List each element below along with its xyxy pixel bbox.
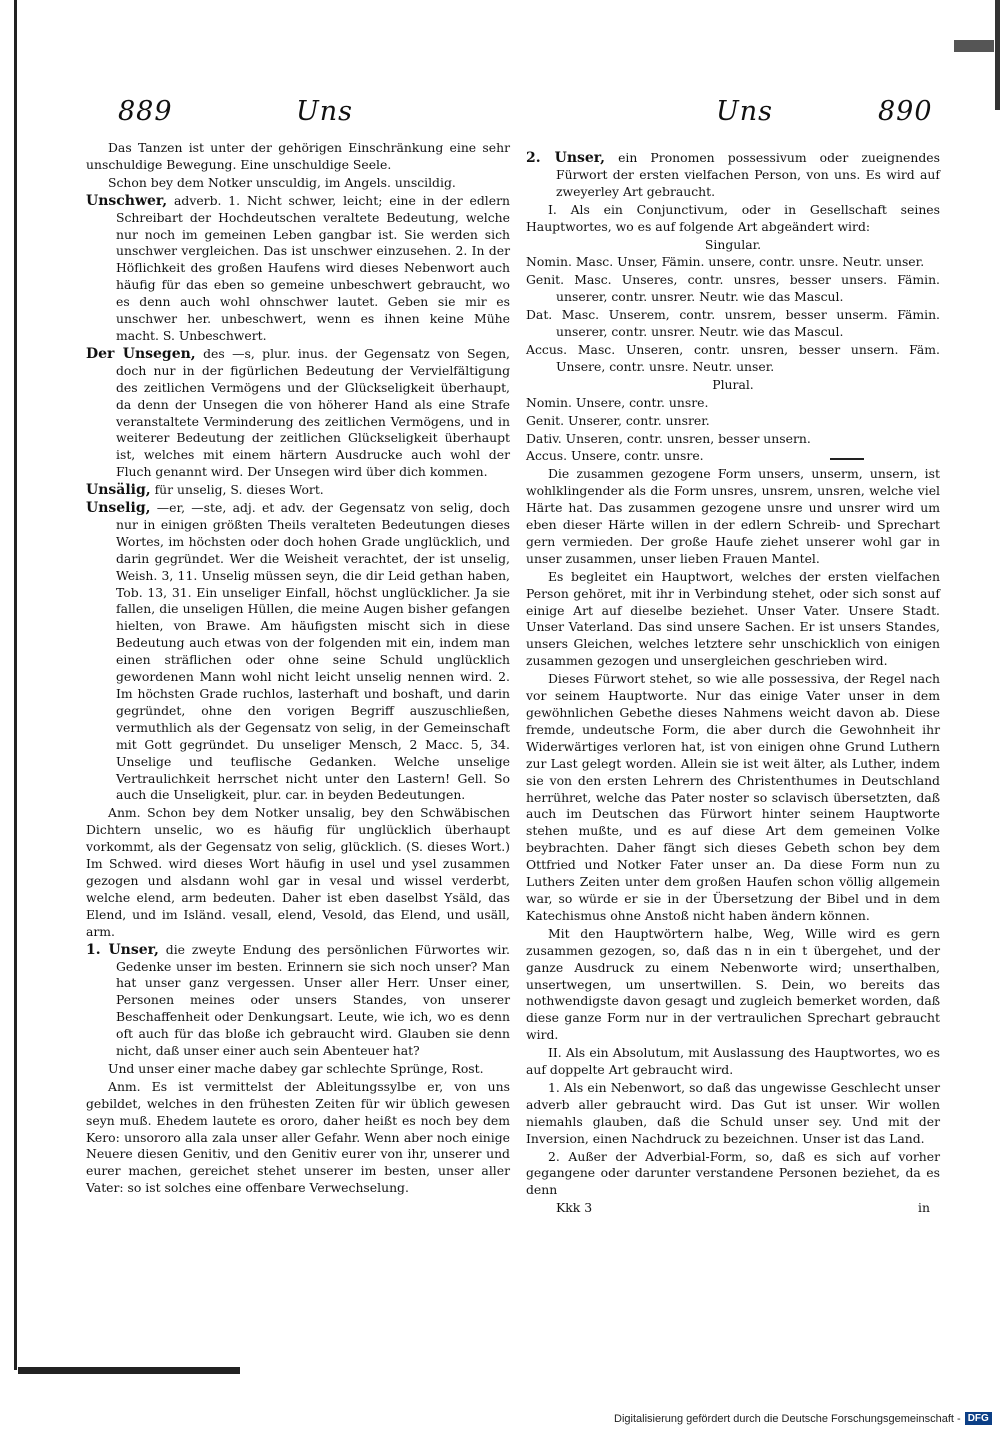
- entry-text: die zweyte Endung des persönlichen Fürwortes wir. Gedenke unser im besten. Erinnern sie sich noch unser? Man hat unser ganz vergessen. Unser aller Herr. Unser einer, Personen meines oder unsers Standes, von unserer Beschaffenheit oder Denkungsart. Leute, wie ich, wo es denn oft auch für das bloße ich gebraucht wird. Glauben sie denn nicht, daß unser einer auch sein Abenteuer hat?: [116, 941, 510, 1059]
- paragraph: Dieses Fürwort stehet, so wie alle possessiva, der Regel nach vor seinem Hauptworte. Nur das einige Vater unser in dem gewöhnlichen Gebethe dieses Nahmens weicht davon ab. Diese fremde, undeutsche Form, die aber durch die Gewohnheit ihr Widerwärtiges verloren hat, ist von einigen ohne Grund Luthern zur Last gelegt worden. Allein sie ist weit älter, als Luther, indem sie von den ersten Lehrern des Christenthumes in Deutschland herrühret, welche das Pater noster so sclavisch übersetzten, daß auch im Deutschen das Fürwort hinter seinem Hauptworte stehen mußte, und es auf diese Art dem gemeinen Volke beybrachten. Daher fängt sich dieses Gebeth schon bey dem Ottfried und Notker Fater unser an. Da diese Form nun zu Luthers Zeiten unter dem großen Haufen schon völlig allgemein war, so würde er sie in der Übersetzung der Bibel und in dem Katechismus ohne Anstoß nicht haben ändern können.: [526, 671, 940, 923]
- credit-text: Digitalisierung gefördert durch die Deutsche Forschungsgemeinschaft -: [614, 1412, 961, 1425]
- pen-stroke: [830, 458, 864, 460]
- paragraph: Das Tanzen ist unter der gehörigen Einschränkung eine sehr unschuldige Bewegung. Eine unschuldige Seele.: [86, 140, 510, 172]
- dfg-logo: DFG: [965, 1412, 992, 1425]
- entry-unschwer: [86, 193, 510, 345]
- binding-edge: [14, 0, 17, 1370]
- headword: 1. Unser,: [86, 941, 159, 958]
- right-running-head: Uns: [716, 96, 773, 127]
- right-column: [526, 150, 940, 1217]
- entry-unselig: [86, 500, 510, 804]
- left-running-head: Uns: [296, 96, 353, 127]
- left-column: [86, 140, 510, 1198]
- headword: Unsälig,: [86, 482, 151, 499]
- declension-row: Accus. Unsere, contr. unsre.: [526, 448, 704, 464]
- scan-edge-mark: [940, 0, 1000, 110]
- scan-edge-bar: [18, 1367, 240, 1374]
- catchword: in: [918, 1200, 930, 1216]
- entry-unser-1: [86, 942, 510, 1060]
- paragraph: 1. Als ein Nebenwort, so daß das ungewisse Geschlecht unser adverb aller gebraucht wird. Das Gut ist unser. Wir wollen niemahls glauben, daß die Schuld unser sey. Und mit der Inversion, einen Nachdruck zu bezeichnen. Unser ist das Land.: [526, 1079, 940, 1146]
- section-heading: II. Als ein Absolutum, mit Auslassung des Hauptwortes, wo es auf doppelte Art gebraucht wird.: [526, 1045, 940, 1078]
- entry-unsegen: [86, 346, 510, 481]
- footer-credit: [614, 1412, 992, 1425]
- entry-text: adverb. 1. Nicht schwer, leicht; eine in der edlern Schreibart der Hochdeutschen veraltete Bedeutung, welche nur noch im gemeinen Leben gangbar ist. Sie werden sich unschwer vergleichen. Das ist unschwer einzusehen. 2. In der Höflichkeit des großen Haufens wird dieses Nebenwort auch häufig für das eben so gemeine unbeschwert gebraucht, wo es denn auch wohl ohnschwer lautet. Geben sie mir es unschwer her. unbeschwert, wenn es ihnen keine Mühe macht. S. Unbeschwert.: [116, 192, 510, 343]
- left-page-number: 889: [118, 96, 173, 127]
- section-heading: I. Als ein Conjunctivum, oder in Gesellschaft seines Hauptwortes, wo es auf folgende Art abgeändert wird:: [526, 201, 940, 234]
- declension-row: Dativ. Unseren, contr. unsren, besser unsern.: [526, 430, 811, 446]
- signature-mark: Kkk 3: [556, 1200, 593, 1216]
- headword: Unselig,: [86, 500, 151, 517]
- headword: Unschwer,: [86, 192, 168, 209]
- right-page-number: 890: [878, 96, 933, 127]
- plural-label: Plural.: [712, 376, 754, 392]
- entry-text: —er, —ste, adj. et adv. der Gegensatz von selig, doch nur in einigen größten Theils veralteten Bedeutungen dieses Wortes, im höchsten oder doch hohen Grade unglücklich, und darin gegründet. Wer die Weisheit verachtet, der ist unselig, Weish. 3, 11. Unselig müssen seyn, die dir Leid gethan haben, Tob. 13, 31. Ein unseliger Einfall, höchst unglücklicher. Ja sie fallen, die unseligen Hüllen, die meine Augen bisher gefangen hielten, von Brawe. Am häufigsten mischt sich in diese Bedeutung auch etwas von der folgenden mit ein, indem man einen sträflichen oder ohne seine Schuld unglücklich gewordenen Mann wohl nicht leicht unselig nennen wird. 2. Im höchsten Grade ruchlos, lasterhaft und boshaft, und darin gegründet, ohne den vorigen Begriff auszuschließen, vermuthlich als der Gegensatz von selig, in der Gemeinschaft mit Gott gegründet. Du unseliger Mensch, 2 Macc. 5, 34. Unselige und teuflische Gedanken. Welche unselige Vertraulichkeit herrschet nicht unter den Lastern! Gell. So auch die Unseligkeit, plur. car. in beyden Bedeutungen.: [116, 500, 510, 803]
- headword: Der Unsegen,: [86, 345, 196, 362]
- entry-unser-2: [526, 150, 940, 201]
- declension-row: Genit. Masc. Unseres, contr. unsres, besser unsers. Fämin. unserer, contr. unsrer. Neutr. wie das Mascul.: [526, 272, 940, 305]
- declension-row: Nomin. Masc. Unser, Fämin. unsere, contr. unsre. Neutr. unser.: [526, 254, 925, 270]
- entry-text: ein Pronomen possessivum oder zueignendes Fürwort der ersten vielfachen Person, von uns. Es wird auf zweyerley Art gebraucht.: [556, 150, 940, 199]
- paragraph: Die zusammen gezogene Form unsers, unserm, unsern, ist wohlklingender als die Form unsres, unsrem, unsren, welche viel Härte hat. Das zusammen gezogene unsre und unsrer wird um eben dieser Härte willen in der edlern Schreib- und Sprechart gern vermieden. Der große Haufe ziehet unserer wohl gar in unser zusammen, unser lieben Frauen Mantel.: [526, 466, 940, 566]
- quotation: Und unser einer mache dabey gar schlechte Sprünge, Rost.: [108, 1060, 484, 1076]
- annotation: Anm. Schon bey dem Notker unsalig, bey den Schwäbischen Dichtern unselic, wo es häufig für unglücklich überhaupt vorkommt, als der Gegensatz von selig, glücklich. (S. dieses Wort.) Im Schwed. wird dieses Wort häufig in usel und ysel zusammen gezogen und alsdann wohl gar in vesal und wissel verderbt, welche elend, arm bedeuten. Daher ist eben daselbst Ysäld, das Elend, und im Isländ. vesall, elend, Vesold, das Elend, und usäll, arm.: [86, 805, 510, 939]
- declension-row: Genit. Unserer, contr. unsrer.: [526, 412, 710, 428]
- entry-unsaelig: [86, 482, 510, 499]
- headword: 2. Unser,: [526, 150, 606, 166]
- declension-row: Accus. Masc. Unseren, contr. unsren, besser unsern. Fäm. Unsere, contr. unsre. Neutr. unser.: [526, 341, 940, 374]
- paragraph: Schon bey dem Notker unsculdig, im Angels. unscildig.: [108, 174, 456, 190]
- paragraph: Mit den Hauptwörtern halbe, Weg, Wille wird es gern zusammen gezogen, so, daß das n in ein t übergehet, und der ganze Ausdruck zu einem Nebenworte wird; unserthalben, unsertwegen, um unsertwillen. S. Dein, wo bereits das nothwendigste davon gesagt und zugleich bemerket worden, daß diese ganze Form nur in der vertraulichen Sprechart gebraucht wird.: [526, 925, 940, 1043]
- paragraph: Es begleitet ein Hauptwort, welches der ersten vielfachen Person gehöret, mit ihr in Verbindung stehet, oder sich sonst auf einige Art auf dieselbe beziehet. Unser Vater. Unsere Stadt. Unser Vaterland. Das sind unsere Sachen. Er ist unsers Standes, unsers Gleichen, welches letztere sehr unschicklich von einigen zusammen gezogen und unsergleichen geschrieben wird.: [526, 568, 940, 669]
- signature-line: [526, 1200, 940, 1217]
- entry-text: des —s, plur. inus. der Gegensatz von Segen, doch nur in der figürlichen Bedeutung der Vervielfältigung des zeitlichen Vermögens und der Glückseligkeit überhaupt, da denn der Unsegen die von höherer Hand als eine Strafe veranstaltete Verminderung des zeitlichen Vermögens, und in weiterer Bedeutung der zeitlichen Glückseligkeit überhaupt ist, welches mit einem härtern Ausdrucke auch wohl der Fluch genannt wird. Der Unsegen wird über dich kommen.: [116, 345, 510, 480]
- entry-text: für unselig, S. dieses Wort.: [154, 482, 324, 498]
- declension-row: Nomin. Unsere, contr. unsre.: [526, 394, 709, 410]
- declension-row: Dat. Masc. Unserem, contr. unsrem, besser unserm. Fämin. unserer, contr. unsrer. Neutr. wie das Mascul.: [526, 307, 940, 340]
- singular-label: Singular.: [704, 236, 762, 252]
- paragraph: 2. Außer der Adverbial-Form, so, daß es sich auf vorher gegangene oder darunter verstandene Personen beziehet, da es denn: [526, 1148, 940, 1198]
- annotation: Anm. Es ist vermittelst der Ableitungssylbe er, von uns gebildet, welches in den frühesten Zeiten für wir üblich gewesen seyn muß. Ehedem lautete es ororo, daher heißt es noch bey dem Kero: unsororo alla zala unser aller Gefahr. Wenn aber noch einige Neuere diesen Genitiv, und den Genitiv eurer von ihr, unserer und eurer machen, gereichet stehet unserer im besten, unser aller Vater: so ist solches eine offenbare Verwechselung.: [86, 1078, 510, 1196]
